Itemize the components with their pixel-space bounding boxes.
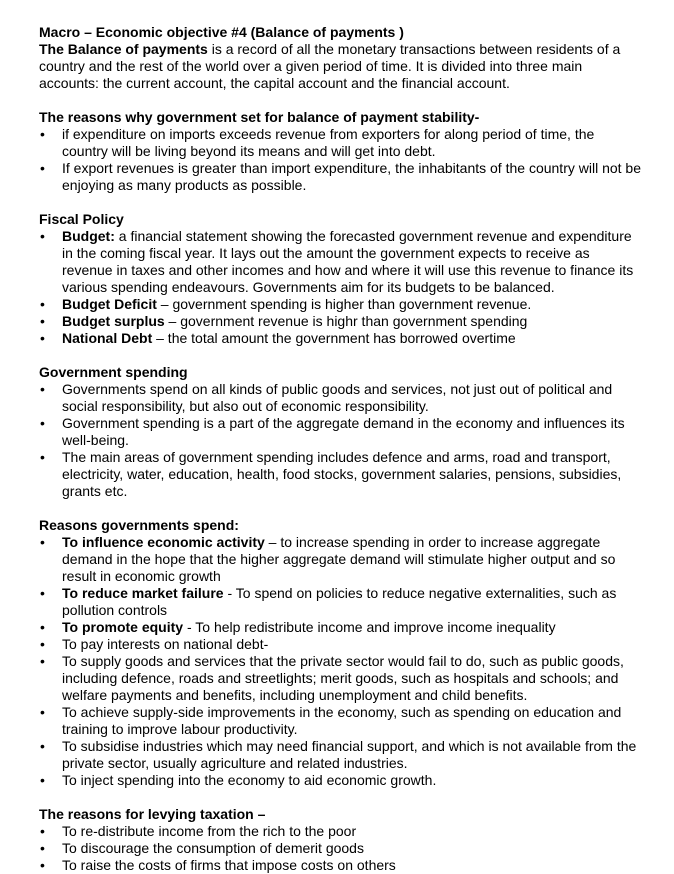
- bullet-icon: •: [40, 160, 45, 176]
- item-term: Budget:: [62, 228, 115, 244]
- list-item: [39, 636, 644, 653]
- bullet-icon: •: [40, 534, 45, 550]
- bullet-icon: •: [40, 313, 45, 329]
- item-text: If export revenues is greater than import expenditure, the inhabitants of the country will not be enjoying as many products as possible.: [62, 160, 641, 193]
- bullet-icon: •: [40, 857, 45, 873]
- item-term: To influence economic activity: [62, 534, 265, 550]
- section-title: Reasons governments spend:: [39, 517, 239, 533]
- section-title: Fiscal Policy: [39, 211, 124, 227]
- bullet-icon: •: [40, 415, 45, 431]
- list-item: [39, 772, 644, 789]
- item-text: To subsidise industries which may need financial support, and which is not available from the private sector, usually agriculture and related industries.: [62, 738, 637, 771]
- item-text: To raise the costs of firms that impose costs on others: [62, 857, 396, 873]
- section-title: Government spending: [39, 364, 188, 380]
- item-text: To pay interests on national debt-: [62, 636, 269, 652]
- item-text: if expenditure on imports exceeds revenue from exporters for along period of time, the country will be living beyond its means and will get into debt.: [62, 126, 595, 159]
- bullet-icon: •: [40, 126, 45, 142]
- bullet-list: [39, 534, 644, 789]
- list-item: [39, 585, 644, 619]
- bullet-list: [39, 823, 644, 874]
- bullet-icon: •: [40, 653, 45, 669]
- list-item: [39, 738, 644, 772]
- bullet-icon: •: [40, 840, 45, 856]
- list-item: [39, 415, 644, 449]
- list-item: [39, 296, 644, 313]
- bullet-icon: •: [40, 381, 45, 397]
- section: [39, 109, 644, 194]
- section-title: The reasons for levying taxation –: [39, 806, 266, 822]
- document-heading: Macro – Economic objective #4 (Balance of payments ): [39, 24, 404, 40]
- item-text: To discourage the consumption of demerit goods: [62, 840, 364, 856]
- item-term: National Debt: [62, 330, 153, 346]
- item-term: Budget surplus: [62, 313, 165, 329]
- intro-text: is a record of all the monetary transactions between residents of a country and the rest of the world over a given period of time. It is divided into three main accounts: the current account, the capital account and the financial account.: [39, 41, 621, 91]
- list-item: [39, 313, 644, 330]
- bullet-icon: •: [40, 296, 45, 312]
- bullet-icon: •: [40, 228, 45, 244]
- section: [39, 517, 644, 789]
- bullet-list: [39, 381, 644, 500]
- item-term: To reduce market failure: [62, 585, 224, 601]
- list-item: [39, 857, 644, 874]
- item-text: The main areas of government spending includes defence and arms, road and transport, electricity, water, education, health, food stocks, government salaries, pensions, subsidies, grants etc.: [62, 449, 622, 499]
- list-item: [39, 653, 644, 704]
- bullet-icon: •: [40, 823, 45, 839]
- item-text: To supply goods and services that the private sector would fail to do, such as public goods, including defence, roads and streetlights; merit goods, such as hospitals and schools; and welfare payments and benefits, including unemployment and child benefits.: [62, 653, 624, 703]
- document-sections: [39, 109, 644, 874]
- list-item: [39, 381, 644, 415]
- item-text: – the total amount the government has borrowed overtime: [152, 330, 516, 346]
- bullet-list: [39, 228, 644, 347]
- item-text: Government spending is a part of the aggregate demand in the economy and influences its well-being.: [62, 415, 625, 448]
- list-item: [39, 840, 644, 857]
- list-item: [39, 619, 644, 636]
- bullet-icon: •: [40, 449, 45, 465]
- item-text: – government spending is higher than government revenue.: [156, 296, 532, 312]
- list-item: [39, 534, 644, 585]
- list-item: [39, 160, 644, 194]
- item-text: – government revenue is highr than government spending: [164, 313, 528, 329]
- list-item: [39, 704, 644, 738]
- bullet-icon: •: [40, 772, 45, 788]
- section: [39, 364, 644, 500]
- bullet-icon: •: [40, 704, 45, 720]
- bullet-list: [39, 126, 644, 194]
- list-item: [39, 126, 644, 160]
- item-text: – to increase spending in order to increase aggregate demand in the hope that the higher aggregate demand will stimulate higher output and so result in economic growth: [62, 534, 616, 584]
- bullet-icon: •: [40, 330, 45, 346]
- bullet-icon: •: [40, 585, 45, 601]
- list-item: [39, 823, 644, 840]
- list-item: [39, 228, 644, 296]
- bullet-icon: •: [40, 636, 45, 652]
- list-item: [39, 330, 644, 347]
- bullet-icon: •: [40, 738, 45, 754]
- item-text: To achieve supply-side improvements in the economy, such as spending on education and training to improve labour productivity.: [62, 704, 622, 737]
- item-term: To promote equity: [62, 619, 184, 635]
- section: [39, 211, 644, 347]
- item-term: Budget Deficit: [62, 296, 157, 312]
- list-item: [39, 449, 644, 500]
- item-text: To re-distribute income from the rich to the poor: [62, 823, 357, 839]
- item-text: - To spend on policies to reduce negative externalities, such as pollution controls: [62, 585, 617, 618]
- intro-paragraph: [39, 41, 644, 92]
- section-title: The reasons why government set for balance of payment stability-: [39, 109, 480, 125]
- item-text: a financial statement showing the forecasted government revenue and expenditure in the coming fiscal year. It lays out the amount the government expects to receive as revenue in taxes and other incomes and how and where it will use this revenue to finance its various spending endeavours. Governments aim for its budgets to be balanced.: [62, 228, 634, 295]
- intro-term: The Balance of payments: [39, 41, 208, 57]
- item-text: To inject spending into the economy to aid economic growth.: [62, 772, 437, 788]
- section: [39, 806, 644, 874]
- document-page: [39, 24, 644, 874]
- bullet-icon: •: [40, 619, 45, 635]
- item-text: Governments spend on all kinds of public goods and services, not just out of political and social responsibility, but also out of economic responsibility.: [62, 381, 613, 414]
- item-text: - To help redistribute income and improve income inequality: [183, 619, 556, 635]
